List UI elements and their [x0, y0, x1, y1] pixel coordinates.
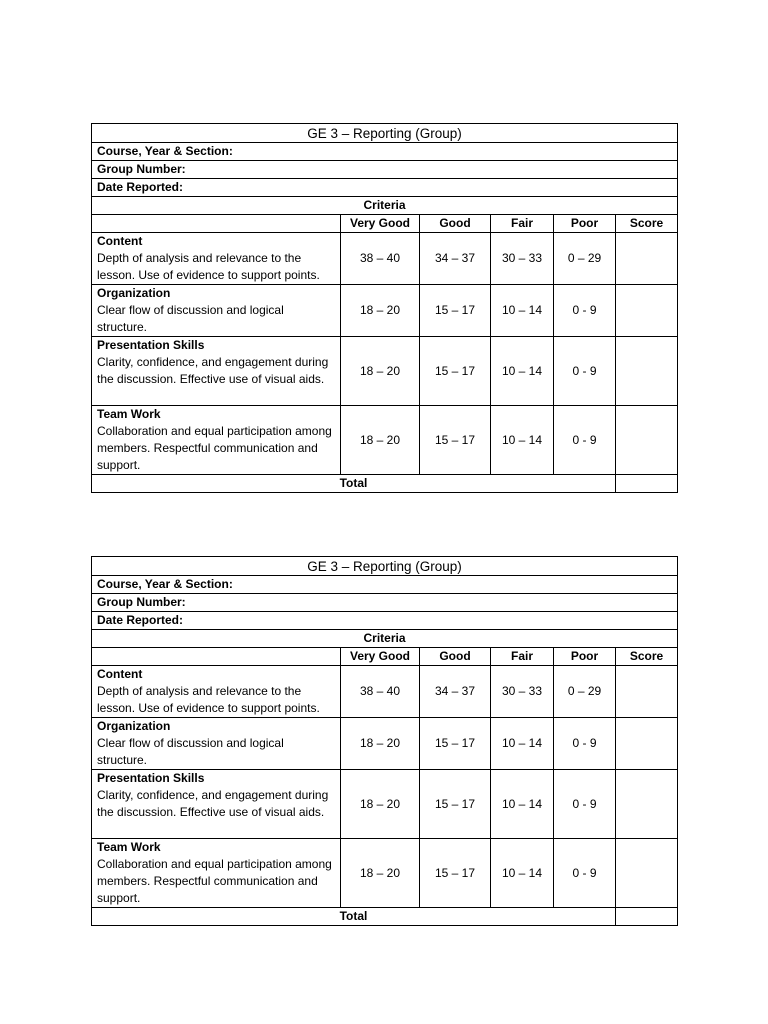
range-very-good: 18 – 20 — [341, 285, 420, 337]
range-poor: 0 - 9 — [554, 406, 616, 475]
total-label: Total — [92, 908, 616, 926]
range-very-good: 18 – 20 — [341, 839, 420, 908]
range-poor: 0 - 9 — [554, 285, 616, 337]
range-fair: 10 – 14 — [491, 718, 554, 770]
range-poor: 0 – 29 — [554, 233, 616, 285]
rubric-title: GE 3 – Reporting (Group) — [92, 124, 678, 143]
criterion-name: Organization — [97, 286, 171, 300]
score-input-cell[interactable] — [616, 666, 678, 718]
table-row — [92, 770, 678, 839]
criterion-description: Clear flow of discussion and logical structure. — [97, 736, 284, 767]
header-poor: Poor — [554, 648, 616, 666]
criterion-description: Collaboration and equal participation among members. Respectful communication and support. — [97, 424, 332, 472]
criterion-description: Clarity, confidence, and engagement during the discussion. Effective use of visual aids. — [97, 355, 329, 386]
score-input-cell[interactable] — [616, 839, 678, 908]
range-good: 15 – 17 — [420, 285, 491, 337]
table-row — [92, 666, 678, 718]
criterion-cell — [92, 770, 341, 839]
score-input-cell[interactable] — [616, 285, 678, 337]
range-good: 15 – 17 — [420, 839, 491, 908]
score-input-cell[interactable] — [616, 337, 678, 406]
header-very-good: Very Good — [341, 648, 420, 666]
range-good: 34 – 37 — [420, 666, 491, 718]
range-fair: 10 – 14 — [491, 839, 554, 908]
date-reported-field[interactable]: Date Reported: — [92, 179, 678, 197]
range-fair: 10 – 14 — [491, 337, 554, 406]
criterion-description: Clarity, confidence, and engagement during the discussion. Effective use of visual aids. — [97, 788, 329, 819]
table-row — [92, 718, 678, 770]
range-very-good: 38 – 40 — [341, 666, 420, 718]
criterion-cell — [92, 233, 341, 285]
criterion-name: Presentation Skills — [97, 338, 205, 352]
header-very-good: Very Good — [341, 215, 420, 233]
group-number-field[interactable]: Group Number: — [92, 161, 678, 179]
criterion-cell — [92, 337, 341, 406]
range-poor: 0 - 9 — [554, 839, 616, 908]
range-very-good: 38 – 40 — [341, 233, 420, 285]
range-good: 15 – 17 — [420, 718, 491, 770]
criterion-cell — [92, 718, 341, 770]
criterion-description: Collaboration and equal participation among members. Respectful communication and support. — [97, 857, 332, 905]
range-fair: 30 – 33 — [491, 233, 554, 285]
criterion-name: Content — [97, 234, 143, 248]
header-score: Score — [616, 215, 678, 233]
range-fair: 30 – 33 — [491, 666, 554, 718]
range-good: 34 – 37 — [420, 233, 491, 285]
range-fair: 10 – 14 — [491, 285, 554, 337]
range-good: 15 – 17 — [420, 406, 491, 475]
range-good: 15 – 17 — [420, 337, 491, 406]
score-input-cell[interactable] — [616, 233, 678, 285]
course-year-section-field[interactable]: Course, Year & Section: — [92, 143, 678, 161]
range-very-good: 18 – 20 — [341, 406, 420, 475]
header-fair: Fair — [491, 215, 554, 233]
range-fair: 10 – 14 — [491, 406, 554, 475]
header-score: Score — [616, 648, 678, 666]
total-label: Total — [92, 475, 616, 493]
criterion-name: Content — [97, 667, 143, 681]
criterion-cell — [92, 285, 341, 337]
range-very-good: 18 – 20 — [341, 337, 420, 406]
empty-header-cell — [92, 648, 341, 666]
score-input-cell[interactable] — [616, 770, 678, 839]
table-row — [92, 337, 678, 406]
header-good: Good — [420, 648, 491, 666]
range-very-good: 18 – 20 — [341, 770, 420, 839]
score-input-cell[interactable] — [616, 718, 678, 770]
range-poor: 0 – 29 — [554, 666, 616, 718]
criterion-name: Organization — [97, 719, 171, 733]
header-fair: Fair — [491, 648, 554, 666]
range-poor: 0 - 9 — [554, 337, 616, 406]
table-row — [92, 839, 678, 908]
range-poor: 0 - 9 — [554, 770, 616, 839]
total-score-cell[interactable] — [616, 908, 678, 926]
group-number-field[interactable]: Group Number: — [92, 594, 678, 612]
criteria-header: Criteria — [92, 197, 678, 215]
criterion-cell — [92, 839, 341, 908]
empty-header-cell — [92, 215, 341, 233]
rubric-table-top — [91, 123, 678, 493]
score-input-cell[interactable] — [616, 406, 678, 475]
range-very-good: 18 – 20 — [341, 718, 420, 770]
table-row — [92, 233, 678, 285]
total-score-cell[interactable] — [616, 475, 678, 493]
table-row — [92, 406, 678, 475]
course-year-section-field[interactable]: Course, Year & Section: — [92, 576, 678, 594]
criterion-cell — [92, 666, 341, 718]
criterion-description: Depth of analysis and relevance to the lesson. Use of evidence to support points. — [97, 684, 320, 715]
range-good: 15 – 17 — [420, 770, 491, 839]
criterion-name: Presentation Skills — [97, 771, 205, 785]
criterion-name: Team Work — [97, 407, 161, 421]
criterion-description: Depth of analysis and relevance to the lesson. Use of evidence to support points. — [97, 251, 320, 282]
criterion-cell — [92, 406, 341, 475]
range-fair: 10 – 14 — [491, 770, 554, 839]
criterion-name: Team Work — [97, 840, 161, 854]
rubric-table-bottom — [91, 556, 678, 926]
criterion-description: Clear flow of discussion and logical structure. — [97, 303, 284, 334]
criteria-header: Criteria — [92, 630, 678, 648]
header-good: Good — [420, 215, 491, 233]
range-poor: 0 - 9 — [554, 718, 616, 770]
table-row — [92, 285, 678, 337]
date-reported-field[interactable]: Date Reported: — [92, 612, 678, 630]
header-poor: Poor — [554, 215, 616, 233]
rubric-title: GE 3 – Reporting (Group) — [92, 557, 678, 576]
